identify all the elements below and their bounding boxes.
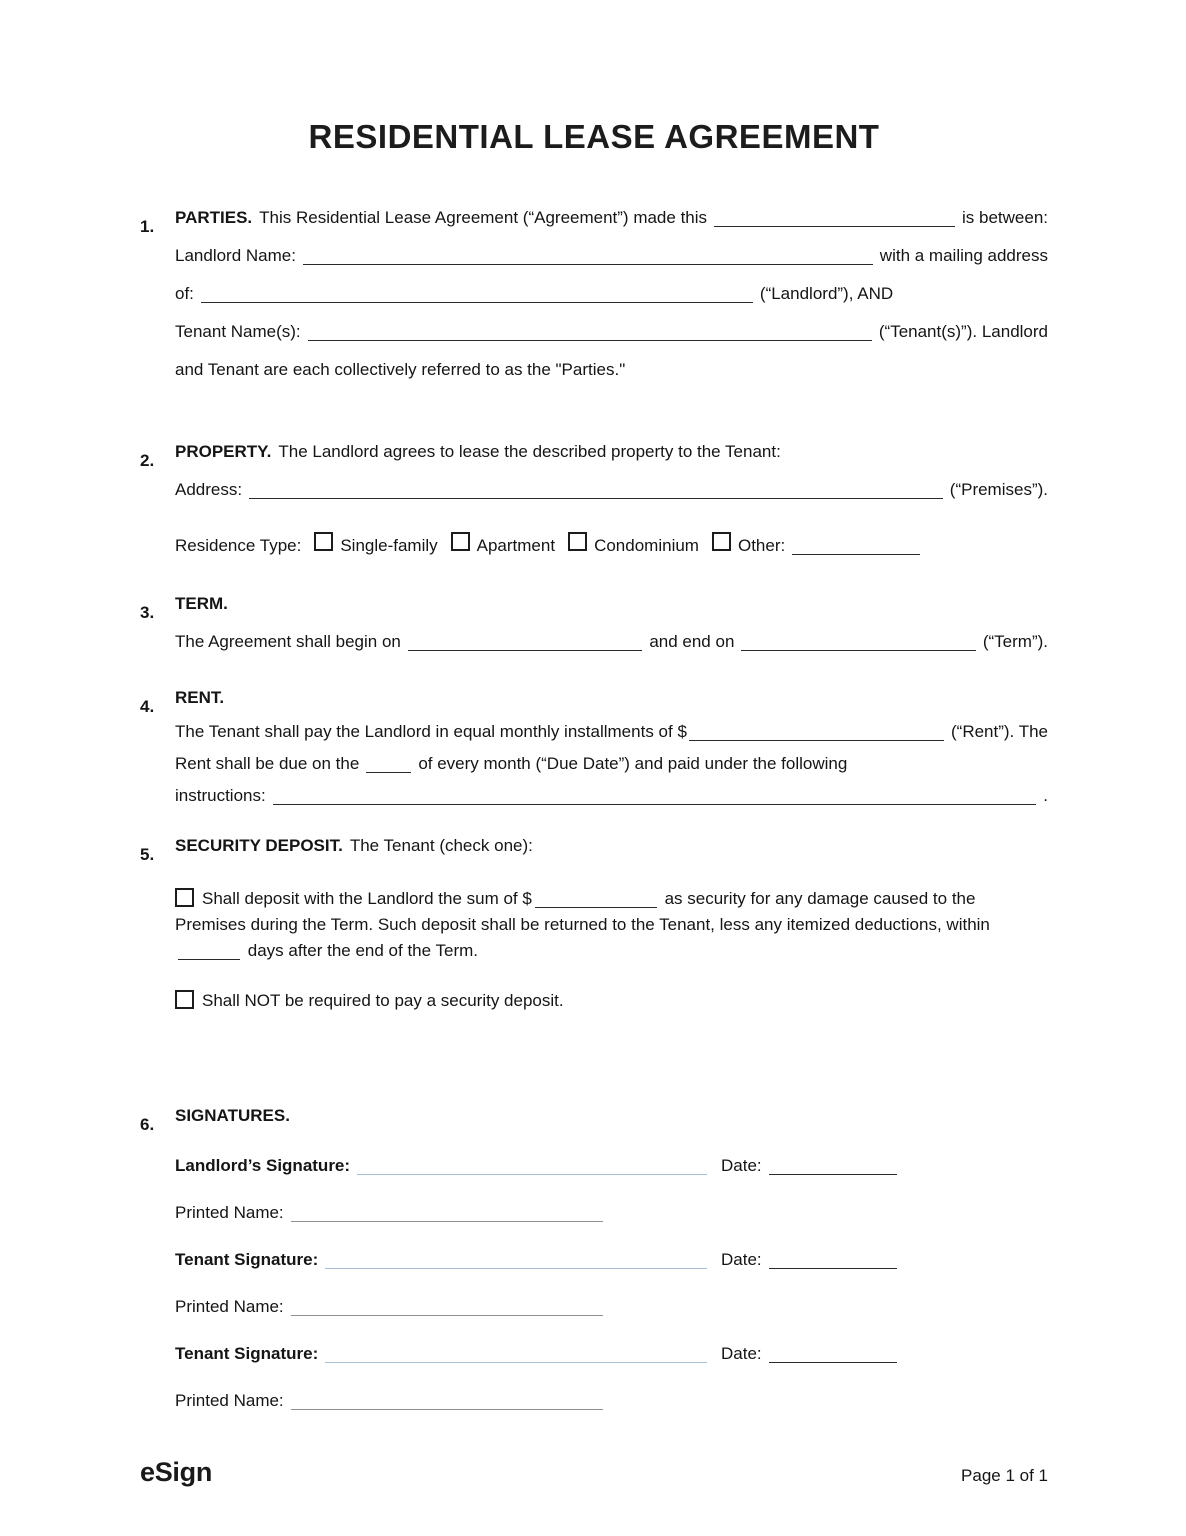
section-signatures-content [175, 1106, 1048, 1438]
payment-instructions-blank[interactable] [273, 787, 1037, 805]
security-option-deposit [175, 886, 1048, 964]
residence-type-label: Residence Type: [175, 536, 302, 555]
tenant-names-label: Tenant Name(s): [175, 322, 301, 341]
tenant2-date-line[interactable] [769, 1345, 897, 1363]
residence-option-other-label: Other: [737, 536, 786, 555]
rent-instructions-line [175, 786, 1048, 818]
tenant2-printed-name-label: Printed Name: [175, 1391, 284, 1410]
signature-rows [175, 1156, 1048, 1438]
parties-intro-text: This Residential Lease Agreement (“Agreement”) made this [259, 208, 708, 227]
section-property [140, 442, 1048, 578]
section-security-number: 5. [140, 845, 155, 864]
parties-intro-line [175, 208, 1048, 246]
rent-instructions-period: . [1043, 786, 1048, 805]
signatures-heading: SIGNATURES. [175, 1106, 290, 1125]
term-end-date-blank[interactable] [741, 633, 975, 651]
security-opt1-text-c: days after the end of the Term. [247, 941, 478, 960]
checkbox-single-family[interactable] [314, 532, 333, 551]
tenant-names-line [175, 322, 1048, 360]
landlord-printed-name-line[interactable] [291, 1204, 603, 1222]
residence-option-apartment [451, 532, 555, 556]
rent-instructions-label: instructions: [175, 786, 266, 805]
section-parties-number: 1. [140, 217, 155, 236]
tenant1-printed-name-line[interactable] [291, 1298, 603, 1316]
property-intro-text: The Landlord agrees to lease the described property to the Tenant: [278, 442, 781, 461]
security-intro-line [175, 836, 1048, 874]
tenant2-signature-line[interactable] [325, 1345, 707, 1363]
checkbox-condominium[interactable] [568, 532, 587, 551]
residence-option-apartment-label: Apartment [476, 536, 556, 555]
page-indicator: Page 1 of 1 [961, 1466, 1048, 1485]
tenant1-signature-cell [175, 1250, 707, 1270]
property-intro-line [175, 442, 1048, 480]
tenant1-signature-line[interactable] [325, 1251, 707, 1269]
landlord-signature-line[interactable] [357, 1157, 707, 1175]
property-heading: PROPERTY. [175, 442, 272, 461]
section-term-content [175, 594, 1048, 672]
parties-closing-text: and Tenant are each collectively referred to as the "Parties." [175, 360, 626, 379]
landlord-date-label: Date: [721, 1156, 762, 1175]
tenant1-date-line[interactable] [769, 1251, 897, 1269]
property-address-label: Address: [175, 480, 243, 499]
security-opt1-text-b: as security for any damage caused to the Premises during the Term. Such deposit shall be returned to the Tenant, less any itemized deductions, within [175, 889, 990, 934]
residence-option-condominium [568, 532, 699, 556]
residence-option-single-family-label: Single-family [340, 536, 438, 555]
tenant2-signature-row [175, 1344, 1048, 1391]
due-day-blank[interactable] [366, 755, 411, 773]
page-footer [140, 1457, 1048, 1488]
tenant2-printed-name-row [175, 1391, 1048, 1438]
property-address-line [175, 480, 1048, 532]
tenant2-signature-label: Tenant Signature: [175, 1344, 319, 1363]
tenant1-signature-row [175, 1250, 1048, 1297]
residence-option-other [712, 532, 785, 556]
property-address-blank[interactable] [249, 481, 943, 499]
landlord-name-label: Landlord Name: [175, 246, 296, 265]
section-parties [140, 208, 1048, 398]
deposit-return-days-blank[interactable] [178, 942, 240, 960]
rent-due-line [175, 754, 1048, 786]
checkbox-apartment[interactable] [451, 532, 470, 551]
landlord-signature-row [175, 1156, 1048, 1203]
security-opt1-text-a: Shall deposit with the Landlord the sum of $ [202, 889, 532, 908]
landlord-signature-cell [175, 1156, 707, 1176]
rent-amount-tail: (“Rent”). The [951, 722, 1048, 741]
rent-due-text: Rent shall be due on the [175, 754, 360, 773]
property-address-tail: (“Premises”). [949, 480, 1048, 499]
term-heading: TERM. [175, 594, 228, 613]
term-heading-line [175, 594, 1048, 632]
esign-logo: eSign [140, 1457, 213, 1487]
landlord-address-line [175, 284, 1048, 322]
deposit-amount-blank[interactable] [535, 890, 657, 908]
tenant1-date-label: Date: [721, 1250, 762, 1269]
rent-heading-line [175, 688, 1048, 722]
security-heading: SECURITY DEPOSIT. [175, 836, 343, 855]
security-opt2-text: Shall NOT be required to pay a security deposit. [202, 991, 564, 1010]
rent-heading: RENT. [175, 688, 225, 707]
section-signatures [140, 1106, 1048, 1438]
landlord-printed-name-row [175, 1203, 1048, 1250]
term-begin-text: The Agreement shall begin on [175, 632, 401, 651]
document-title: RESIDENTIAL LEASE AGREEMENT [308, 118, 880, 155]
signatures-heading-line [175, 1106, 1048, 1144]
security-option-no-deposit [175, 988, 1048, 1014]
other-residence-blank[interactable] [792, 537, 920, 555]
rent-amount-blank[interactable] [689, 723, 944, 741]
agreement-date-blank[interactable] [714, 209, 955, 227]
term-dates-line [175, 632, 1048, 672]
landlord-name-line [175, 246, 1048, 284]
checkbox-other[interactable] [712, 532, 731, 551]
section-security-content [175, 836, 1048, 1014]
section-term-number: 3. [140, 603, 155, 622]
landlord-address-blank[interactable] [201, 285, 753, 303]
tenant2-printed-name-line[interactable] [291, 1392, 603, 1410]
term-middle-text: and end on [649, 632, 735, 651]
rent-amount-line [175, 722, 1048, 754]
section-property-number: 2. [140, 451, 155, 470]
security-intro-text: The Tenant (check one): [349, 836, 533, 855]
section-rent-content [175, 688, 1048, 818]
landlord-name-tail: with a mailing address [879, 246, 1048, 265]
tenant-names-tail: (“Tenant(s)”). Landlord [878, 322, 1048, 341]
residence-option-condominium-label: Condominium [594, 536, 699, 555]
section-parties-content [175, 208, 1048, 398]
landlord-signature-label: Landlord’s Signature: [175, 1156, 351, 1175]
residence-option-single-family [314, 532, 437, 556]
landlord-name-blank[interactable] [303, 247, 873, 265]
term-tail-text: (“Term”). [982, 632, 1048, 651]
tenant-names-blank[interactable] [308, 323, 872, 341]
term-start-date-blank[interactable] [408, 633, 642, 651]
checkbox-no-deposit[interactable] [175, 990, 194, 1009]
tenant1-printed-name-label: Printed Name: [175, 1297, 284, 1316]
section-property-content [175, 442, 1048, 578]
parties-heading: PARTIES. [175, 208, 253, 227]
rent-due-tail: of every month (“Due Date”) and paid under the following [418, 754, 848, 773]
tenant2-date-label: Date: [721, 1344, 762, 1363]
residence-type-line [175, 532, 1048, 578]
rent-amount-text: The Tenant shall pay the Landlord in equal monthly installments of $ [175, 722, 687, 741]
landlord-address-tail: (“Landlord”), AND [759, 284, 894, 303]
section-signatures-number: 6. [140, 1115, 155, 1134]
tenant2-signature-cell [175, 1344, 707, 1364]
section-security-deposit [140, 836, 1048, 1014]
parties-closing-line [175, 360, 1048, 398]
section-rent-number: 4. [140, 697, 155, 716]
landlord-date-line[interactable] [769, 1157, 897, 1175]
section-rent [140, 688, 1048, 818]
section-term [140, 594, 1048, 672]
tenant1-signature-label: Tenant Signature: [175, 1250, 319, 1269]
checkbox-deposit-required[interactable] [175, 888, 194, 907]
tenant1-printed-name-row [175, 1297, 1048, 1344]
landlord-printed-name-label: Printed Name: [175, 1203, 284, 1222]
landlord-address-label: of: [175, 284, 194, 303]
parties-intro-tail: is between: [962, 208, 1048, 227]
